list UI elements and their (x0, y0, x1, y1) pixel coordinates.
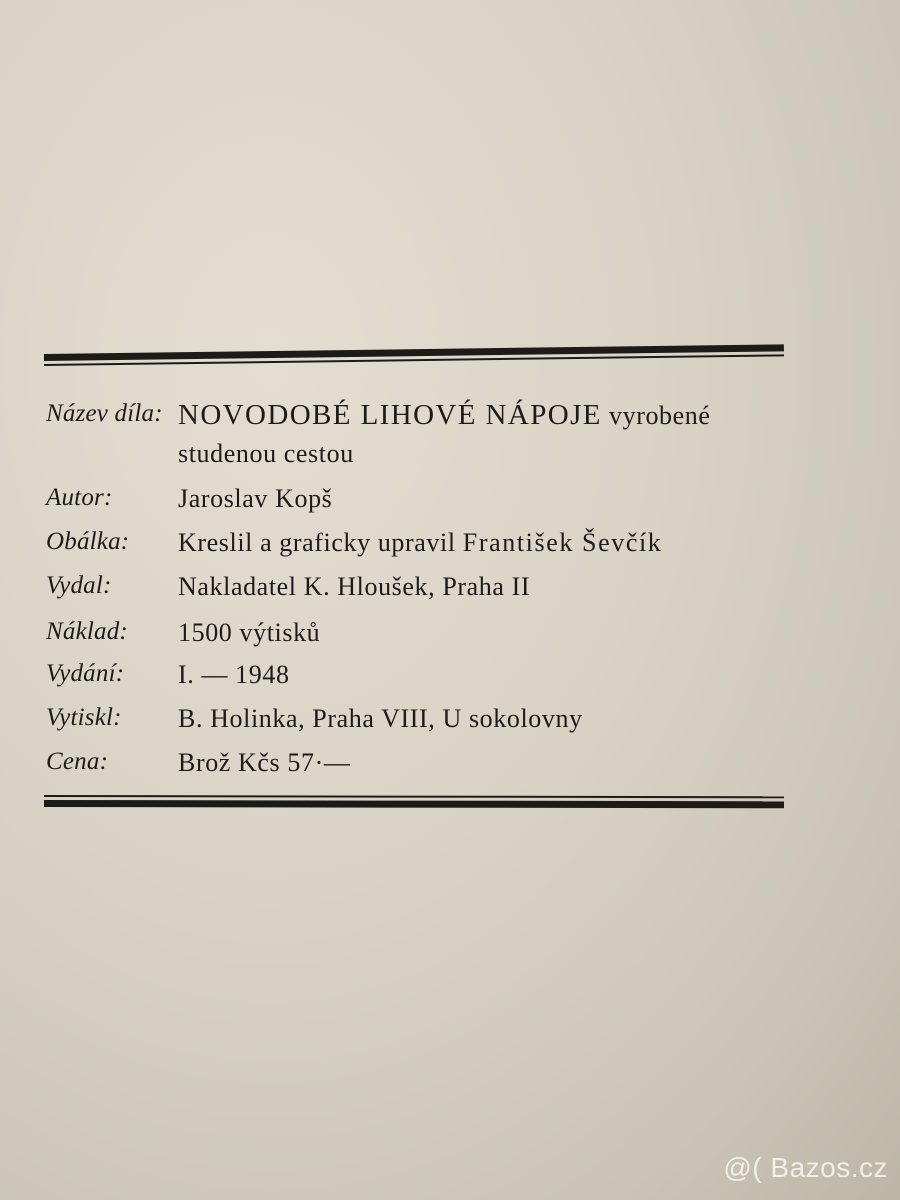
bottom-double-rule (44, 795, 784, 810)
entry-price-label: Cena: (46, 748, 109, 775)
entry-cover (46, 524, 806, 568)
entry-author-label: Autor: (46, 484, 113, 511)
entry-cover-value (178, 524, 806, 562)
entry-title-value (178, 396, 806, 473)
entry-print-run-label: Náklad: (46, 618, 128, 645)
entry-publisher-label: Vydal: (46, 572, 112, 599)
entry-price-value: Brož Kčs 57·— (178, 748, 351, 777)
entry-edition-value: I. — 1948 (178, 660, 290, 689)
book-title-line2: studenou cestou (178, 439, 354, 468)
entry-printer (46, 700, 806, 744)
top-double-rule (44, 344, 784, 368)
bazos-watermark: @( Bazos.cz (723, 1152, 888, 1183)
cover-credit-prefix: Kreslil a graficky upravil (178, 528, 456, 557)
book-title-rest: vyrobené (609, 401, 711, 430)
entry-publisher-value: Nakladatel K. Hloušek, Praha II (178, 572, 531, 601)
entry-publisher (46, 568, 806, 614)
cover-designer-name: František Ševčík (462, 528, 663, 557)
entry-author-value: Jaroslav Kopš (178, 484, 333, 513)
entry-print-run-value: 1500 výtisků (178, 618, 321, 647)
entry-printer-value: B. Holinka, Praha VIII, U sokolovny (178, 704, 583, 733)
entry-title-label: Název díla: (46, 400, 163, 427)
bottom-rule-thin-line (44, 795, 784, 798)
entry-author (46, 480, 806, 524)
entry-cover-label: Obálka: (46, 528, 130, 555)
entry-title (46, 396, 806, 480)
entry-price (46, 744, 806, 788)
bottom-rule-thick-line (44, 800, 784, 808)
colophon-entries (46, 396, 806, 788)
entry-edition (46, 656, 806, 700)
entry-printer-label: Vytiskl: (46, 704, 122, 731)
entry-edition-label: Vydání: (46, 660, 125, 687)
entry-print-run (46, 614, 806, 656)
book-title-caps: NOVODOBÉ LIHOVÉ NÁPOJE (178, 399, 602, 431)
